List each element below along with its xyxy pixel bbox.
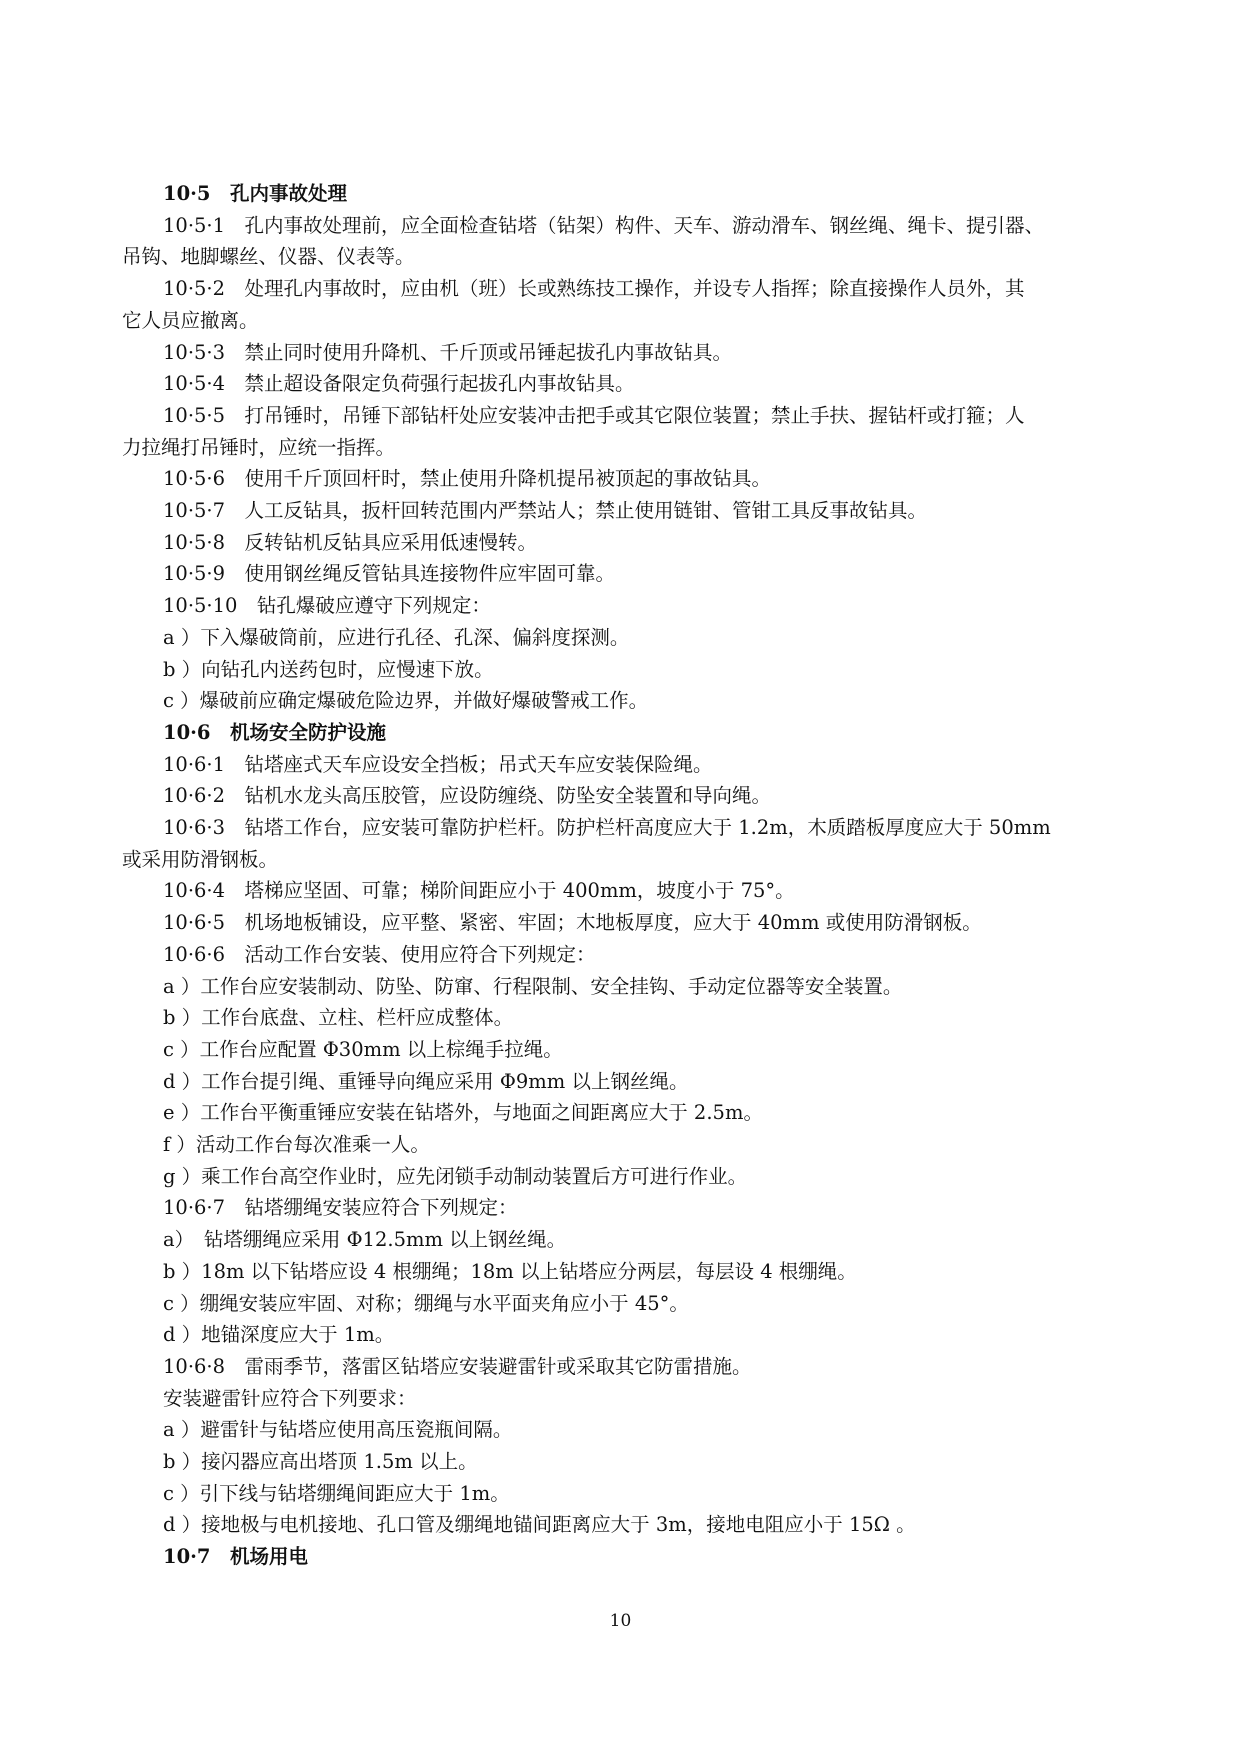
paragraph-line: 10·6·4 塔梯应坚固、可靠；梯阶间距应小于 400mm，坡度小于 75°。 xyxy=(163,879,795,903)
page-number: 10 xyxy=(609,1611,632,1631)
paragraph-line: d ）地锚深度应大于 1m。 xyxy=(163,1323,395,1347)
paragraph-continuation: 力拉绳打吊锤时，应统一指挥。 xyxy=(122,435,396,459)
section-heading: 10·6 机场安全防护设施 xyxy=(163,720,386,744)
paragraph-continuation: 它人员应撤离。 xyxy=(122,308,259,332)
paragraph-line: 10·5·7 人工反钻具，扳杆回转范围内严禁站人；禁止使用链钳、管钳工具反事故钻具。 xyxy=(163,499,928,522)
paragraph-line: 安装避雷针应符合下列要求： xyxy=(163,1386,417,1410)
paragraph-line: a ）避雷针与钻塔应使用高压瓷瓶间隔。 xyxy=(163,1418,513,1442)
paragraph-line: 10·6·2 钻机水龙头高压胶管，应设防缠绕、防坠安全装置和导向绳。 xyxy=(163,784,772,808)
paragraph-line: 10·5·10 钻孔爆破应遵守下列规定： xyxy=(163,594,491,618)
paragraph-line: 10·5·8 反转钻机反钻具应采用低速慢转。 xyxy=(163,530,538,554)
paragraph-line: 10·6·1 钻塔座式天车应设安全挡板；吊式天车应安装保险绳。 xyxy=(163,752,713,776)
paragraph-line: 10·6·5 机场地板铺设，应平整、紧密、牢固；木地板厚度，应大于 40mm 或使用防滑钢板。 xyxy=(163,911,982,935)
paragraph-line: c ）工作台应配置 Φ30mm 以上棕绳手拉绳。 xyxy=(163,1037,563,1061)
paragraph-line: b ）工作台底盘、立柱、栏杆应成整体。 xyxy=(163,1006,514,1030)
paragraph-line: 10·6·8 雷雨季节，落雷区钻塔应安装避雷针或采取其它防雷措施。 xyxy=(163,1354,752,1378)
paragraph-continuation: 吊钩、地脚螺丝、仪器、仪表等。 xyxy=(122,245,415,269)
paragraph-line: b ）向钻孔内送药包时，应慢速下放。 xyxy=(163,657,494,681)
paragraph-line: a ）工作台应安装制动、防坠、防窜、行程限制、安全挂钩、手动定位器等安全装置。 xyxy=(163,974,903,998)
paragraph-line: a） 钻塔绷绳应采用 Φ12.5mm 以上钢丝绳。 xyxy=(163,1228,567,1252)
paragraph-line: 10·6·7 钻塔绷绳安装应符合下列规定： xyxy=(163,1196,518,1220)
paragraph-line: 10·5·9 使用钢丝绳反管钻具连接物件应牢固可靠。 xyxy=(163,562,616,586)
paragraph-line: a ）下入爆破筒前，应进行孔径、孔深、偏斜度探测。 xyxy=(163,625,630,649)
paragraph-line: f ）活动工作台每次准乘一人。 xyxy=(163,1133,430,1156)
paragraph-line: 10·6·6 活动工作台安装、使用应符合下列规定： xyxy=(163,942,596,966)
paragraph-line: b ）18m 以下钻塔应设 4 根绷绳；18m 以上钻塔应分两层，每层设 4 根绷绳。 xyxy=(163,1259,857,1283)
paragraph-line: d ）工作台提引绳、重锤导向绳应采用 Φ9mm 以上钢丝绳。 xyxy=(163,1069,689,1093)
paragraph-line: 10·6·3 钻塔工作台，应安装可靠防护栏杆。防护栏杆高度应大于 1.2m，木质踏板厚度应大于 50mm xyxy=(163,816,1051,839)
paragraph-continuation: 或采用防滑钢板。 xyxy=(122,847,279,871)
paragraph-line: 10·5·5 打吊锤时，吊锤下部钻杆处应安装冲击把手或其它限位装置；禁止手扶、握钻杆或打箍；人 xyxy=(163,403,1025,427)
paragraph-line: c ）引下线与钻塔绷绳间距应大于 1m。 xyxy=(163,1481,510,1505)
paragraph-line: b ）接闪器应高出塔顶 1.5m 以上。 xyxy=(163,1450,478,1473)
paragraph-line: 10·5·3 禁止同时使用升降机、千斤顶或吊锤起拔孔内事故钻具。 xyxy=(163,340,733,364)
paragraph-line: 10·5·2 处理孔内事故时，应由机（班）长或熟练技工操作，并设专人指挥；除直接操作人员外，其 xyxy=(163,277,1025,301)
paragraph-line: c ）绷绳安装应牢固、对称；绷绳与水平面夹角应小于 45°。 xyxy=(163,1291,689,1315)
section-heading: 10·7 机场用电 xyxy=(163,1545,308,1569)
paragraph-line: 10·5·4 禁止超设备限定负荷强行起拔孔内事故钻具。 xyxy=(163,372,635,396)
paragraph-line: g ）乘工作台高空作业时，应先闭锁手动制动装置后方可进行作业。 xyxy=(163,1164,748,1188)
paragraph-line: 10·5·1 孔内事故处理前，应全面检查钻塔（钻架）构件、天车、游动滑车、钢丝绳、绳卡、提引器、 xyxy=(163,213,1045,237)
section-heading: 10·5 孔内事故处理 xyxy=(163,182,347,205)
paragraph-line: 10·5·6 使用千斤顶回杆时，禁止使用升降机提吊被顶起的事故钻具。 xyxy=(163,467,772,491)
paragraph-line: c ）爆破前应确定爆破危险边界，并做好爆破警戒工作。 xyxy=(163,689,649,713)
paragraph-line: e ）工作台平衡重锤应安装在钻塔外，与地面之间距离应大于 2.5m。 xyxy=(163,1101,763,1125)
paragraph-line: d ）接地极与电机接地、孔口管及绷绳地锚间距离应大于 3m，接地电阻应小于 15Ω 。 xyxy=(163,1513,916,1537)
